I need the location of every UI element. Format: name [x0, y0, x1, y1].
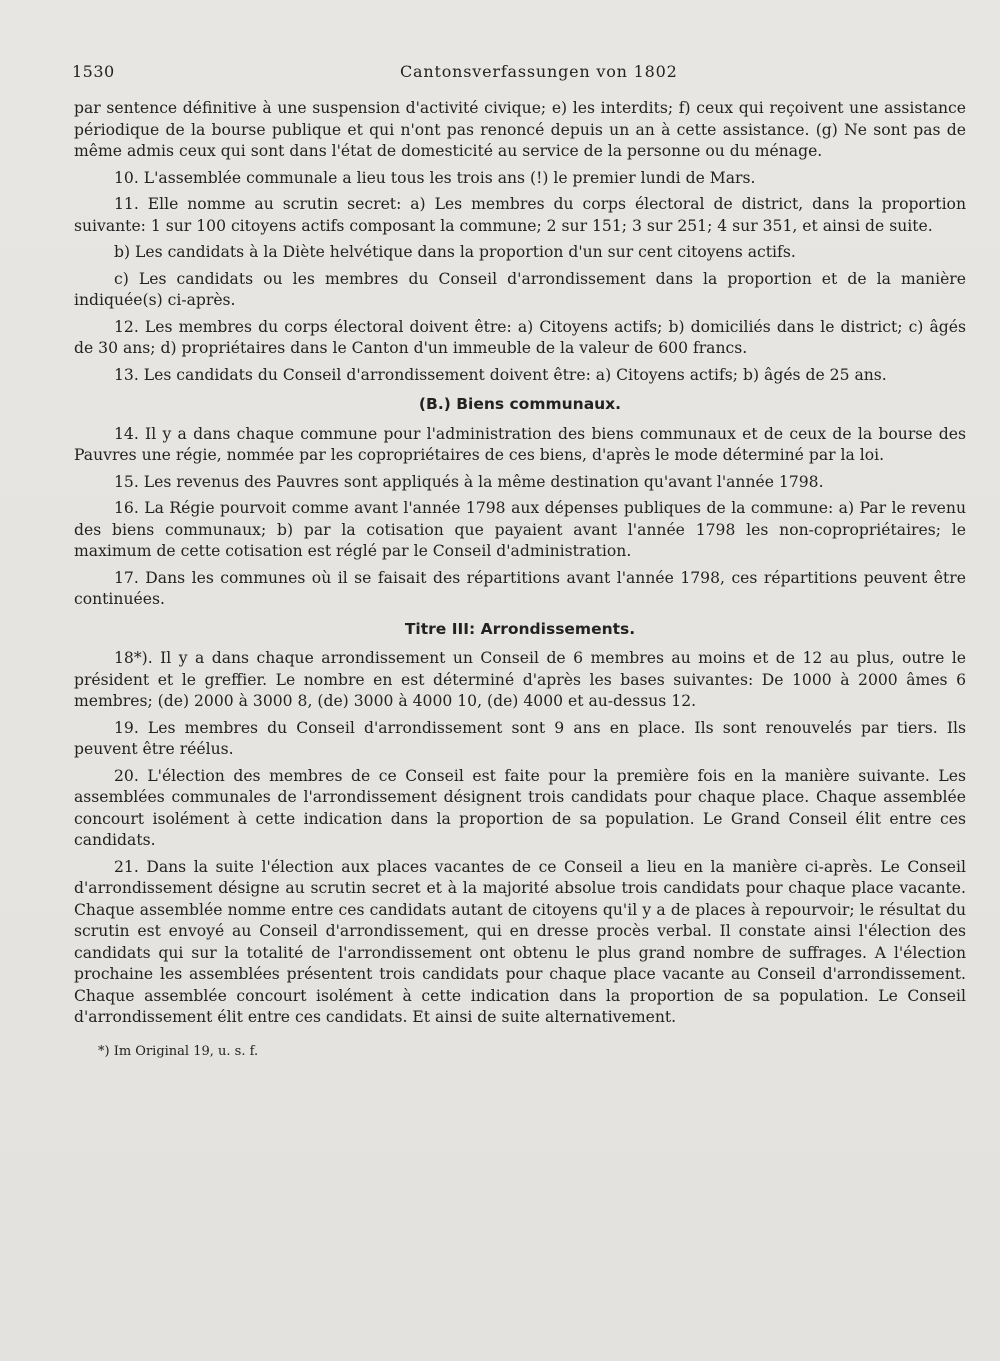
article-21: 21. Dans la suite l'élection aux places vacantes de ce Conseil a lieu en la manière ci-après. Le Conseil d'arrondissement désigne au scrutin secret et à la majorité absolue trois candidats pour chaque place vacante. Chaque assemblée nomme entre ces candidats autant de citoyens qu'il y a de places à repourvoir; le résultat du scrutin est envoyé au Conseil d'arrondissement, qui en dresse procès verbal. Il constate ainsi l'élection des candidats qui sur la totalité de l'arrondissement ont obtenu le plus grand nombre de suffrages. A l'élection prochaine les assemblées présentent trois candidats pour chaque place vacante au Conseil d'arrondissement. Chaque assemblée concourt isolément à cette indication dans la proportion de sa population. Le Conseil d'arrondissement élit entre ces candidats. Et ainsi de suite alternativement. — [74, 857, 966, 1026]
body-text — [74, 98, 966, 1062]
article-18: 18*). Il y a dans chaque arrondissement un Conseil de 6 membres au moins et de 12 au plus, outre le président et le greffier. Le nombre en est déterminé d'après les bases suivantes: De 1000 à 2000 âmes 6 membres; (de) 2000 à 3000 8, (de) 3000 à 4000 10, (de) 4000 et au-dessus 12. — [74, 649, 966, 710]
article-15: 15. Les revenus des Pauvres sont appliqués à la même destination qu'avant l'année 1798. — [114, 472, 824, 491]
running-title: Cantonsverfassungen von 1802 — [400, 62, 678, 81]
article-17: 17. Dans les communes où il se faisait des répartitions avant l'année 1798, ces répartitions peuvent être continuées. — [74, 568, 966, 608]
article-11-c: c) Les candidats ou les membres du Conseil d'arrondissement dans la proportion et de la manière indiquée(s) ci-après. — [74, 269, 966, 309]
page-number: 1530 — [72, 62, 115, 81]
article-16: 16. La Régie pourvoit comme avant l'année 1798 aux dépenses publiques de la commune: a) Par le revenu des biens communaux; b) par la cotisation que payaient avant l'année 1798 les non-copropriétaires; le maximum de cette cotisation est réglé par le Conseil d'administration. — [74, 499, 966, 560]
article-11: 11. Elle nomme au scrutin secret: a) Les membres du corps électoral de district, dans la proportion suivante: 1 sur 100 citoyens actifs composant la commune; 2 sur 151; 3 sur 251; 4 sur 351, et ainsi de suite. — [74, 195, 966, 235]
article-10: 10. L'assemblée communale a lieu tous les trois ans (!) le premier lundi de Mars. — [114, 168, 756, 187]
article-12: 12. Les membres du corps électoral doivent être: a) Citoyens actifs; b) domiciliés dans le district; c) âgés de 30 ans; d) propriétaires dans le Canton d'un immeuble de la valeur de 600 francs. — [74, 317, 966, 357]
section-heading-biens-communaux: (B.) Biens communaux. — [418, 395, 622, 413]
article-20: 20. L'élection des membres de ce Conseil est faite pour la première fois en la manière suivante. Les assemblées communales de l'arrondissement désignent trois candidats pour chaque place. Chaque assemblée concourt isolément à cette indication dans la proportion de sa population. Le Grand Conseil élit entre ces candidats. — [74, 766, 966, 849]
page-header — [72, 62, 968, 86]
paragraph-continued: par sentence définitive à une suspension d'activité civique; e) les interdits; f) ceux qui reçoivent une assistance périodique de la bourse publique et qui n'ont pas renoncé depuis un an à cette assistance. (g) Ne sont pas de même admis ceux qui sont dans l'état de domesticité au service de la personne ou du ménage. — [74, 99, 966, 160]
section-heading-arrondissements: Titre III: Arrondissements. — [404, 619, 636, 638]
article-19: 19. Les membres du Conseil d'arrondissement sont 9 ans en place. Ils sont renouvelés par tiers. Ils peuvent être réélus. — [74, 718, 966, 758]
article-11-b: b) Les candidats à la Diète helvétique dans la proportion d'un sur cent citoyens actifs. — [114, 243, 796, 261]
article-13: 13. Les candidats du Conseil d'arrondissement doivent être: a) Citoyens actifs; b) âgés de 25 ans. — [114, 365, 887, 384]
article-14: 14. Il y a dans chaque commune pour l'administration des biens communaux et de ceux de la bourse des Pauvres une régie, nommée par les copropriétaires de ces biens, d'après le mode déterminé par la loi. — [74, 424, 966, 464]
footnote: *) Im Original 19, u. s. f. — [98, 1043, 259, 1059]
